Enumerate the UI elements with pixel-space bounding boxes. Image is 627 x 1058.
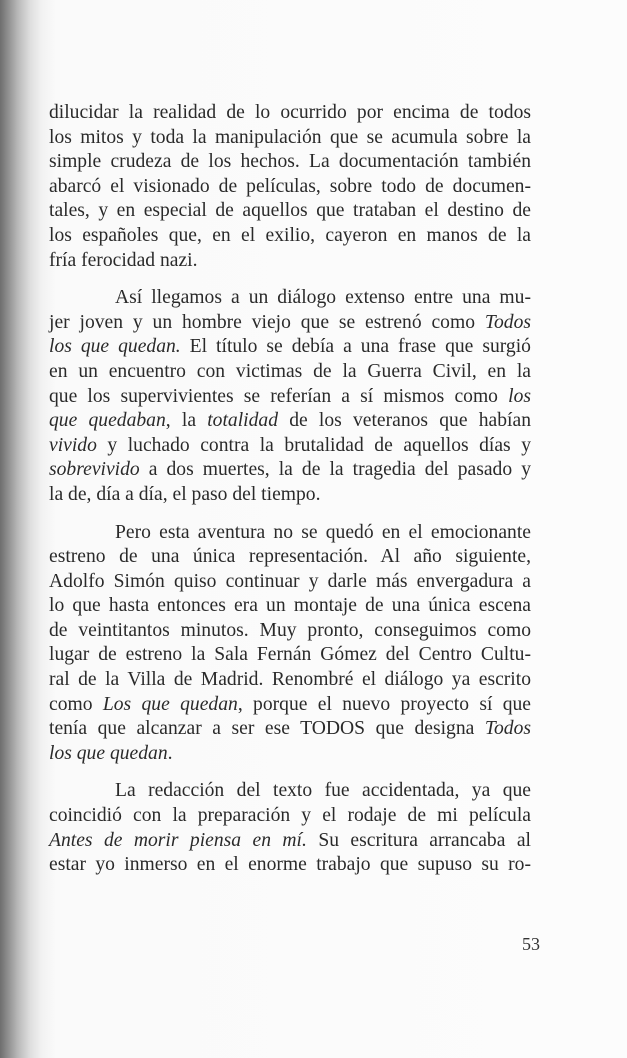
text-line: ral de la Villa de Madrid. Renombré el diálogo ya escrito [49,669,531,691]
text-line: dilucidar la realidad de lo ocurrido por encima de todos [49,102,531,123]
text-line: estar yo inmerso en el enorme trabajo que supuso su ro- [49,854,531,876]
text-run: tenía que alcanzar a ser ese TODOS que designa [49,718,485,740]
text-line: de veintitantos minutos. Muy pronto, conseguimos como [49,619,531,641]
text-line: los mitos y toda la manipulación que se acumula sobre la [49,126,531,148]
text-line [49,829,531,854]
italic-text: que quedaban [49,410,166,432]
text-run: y luchado contra la brutalidad de aquellos días y [96,434,531,456]
text-line: los españoles que, en el exilio, cayeron en manos de la [49,224,531,246]
text-line [49,717,531,742]
italic-title: Antes de morir piensa en mí. [49,829,307,851]
page-number: 53 [522,934,540,954]
text-line: La redacción del texto fue accidentada, ya que [115,780,531,802]
text-line: tales, y en especial de aquellos que trataban el destino de [49,200,531,222]
text-line: fría ferocidad nazi. [49,249,198,271]
italic-text: los [508,385,531,407]
text-run: jer joven y un hombre viejo que se estrenó como [49,311,485,333]
text-line: la de, día a día, el paso del tiempo. [49,483,321,505]
text-run: El título se debía a una frase que surgió [180,336,531,358]
italic-text: sobrevivido [49,459,140,481]
text-line: Adolfo Simón quiso continuar y darle más envergadura a [49,570,531,592]
text-line [49,409,531,434]
italic-title: Todos [484,718,531,740]
text-run: que los supervivientes se referían a sí mismos como [49,385,509,407]
paragraph-2 [49,286,531,507]
text-line [49,693,531,718]
text-run: Su escritura arrancaba al [306,829,531,851]
text-line [49,385,531,410]
text-line [49,311,531,336]
text-line: lugar de estreno la Sala Fernán Gómez del Centro Cultu- [49,644,531,666]
text-line: coincidió con la preparación y el rodaje de mi película [49,805,531,827]
paragraph-3 [49,521,531,767]
italic-title: los que quedan [49,742,168,764]
text-line: abarcó el visionado de películas, sobre todo de documen- [49,175,531,197]
paragraph-4 [49,779,531,877]
text-line: en un encuentro con victimas de la Guerra Civil, en la [49,360,531,382]
italic-title: Todos [484,311,531,333]
body-text [49,101,531,878]
italic-title: Los que quedan [102,693,238,715]
text-line: Así llegamos a un diálogo extenso entre una mu- [115,287,531,309]
text-line [49,434,531,459]
text-line [49,458,531,483]
text-run: . [167,742,173,764]
text-run: de los veteranos que habían [278,410,531,432]
text-line: estreno de una única representación. Al año siguiente, [49,546,531,568]
text-line [49,742,531,767]
italic-title: los que quedan. [49,336,181,358]
text-line: simple crudeza de los hechos. La documentación también [49,151,531,173]
italic-text: vivido [49,434,97,456]
paragraph-1 [49,101,531,273]
text-run: , la [165,410,208,432]
italic-text: totalidad [207,410,278,432]
text-run: , porque el nuevo proyecto sí que [237,693,531,715]
text-line [49,335,531,360]
text-line: lo que hasta entonces era un montaje de una única escena [49,595,531,617]
text-line: Pero esta aventura no se quedó en el emocionante [115,521,531,543]
text-run: como [49,693,103,715]
text-run: a dos muertes, la de la tragedia del pasado y [139,459,531,481]
